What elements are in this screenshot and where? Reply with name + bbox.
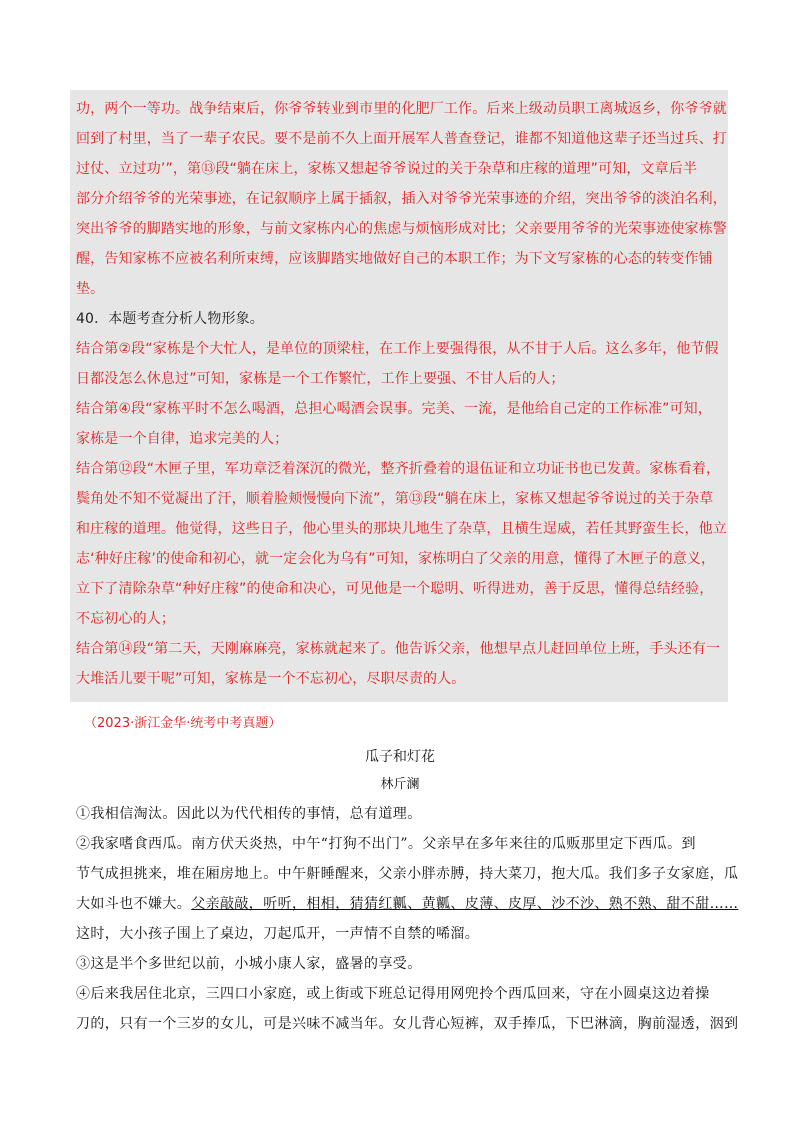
answer-line: 回到了村里，当了一辈子农民。要不是前不久上面开展军人普查登记，谁都不知道他这辈子还当过兵、打 <box>76 131 727 147</box>
paragraph-1: ①我相信淘汰。因此以为代代相传的事情，总有道理。 <box>76 806 422 822</box>
answer-line: 醒，告知家栋不应被名利所束缚，应该脚踏实地做好自己的本职工作；为下文写家栋的心态的转变作铺 <box>76 251 713 267</box>
answer-line: 志‘种好庄稼’的使命和初心，就一定会化为乌有”可知，家栋明白了父亲的用意，懂得了木匣子的意义， <box>76 551 716 567</box>
source-label: （2023·浙江金华·统考中考真题） <box>84 716 282 731</box>
answer-line: 结合第⑭段“第二天，天刚麻麻亮，家栋就起来了。他告诉父亲，他想早点儿赶回单位上班，手头还有一 <box>76 641 721 657</box>
paragraph-2-line: 这时，大小孩子围上了桌边，刀起瓜开，一声情不自禁的唏溜。 <box>76 926 480 942</box>
plain-text: 大如斗也不嫌大。 <box>76 896 192 912</box>
underlined-text: 父亲敲敲，听听，相相，猜猜红瓤、黄瓤、皮薄、皮厚、沙不沙、熟不熟、甜不甜…… <box>191 896 739 912</box>
article-author: 林斤澜 <box>380 777 420 792</box>
paragraph-4-line: 刀的，只有一个三岁的女儿，可是兴味不减当年。女儿背心短裤，双手捧瓜，下巴淋滴，胸前湿透，洇到 <box>76 1016 739 1032</box>
paragraph-2-line: 节气成担挑来，堆在厢房地上。中午鼾睡醒来，父亲小胖赤膊，持大菜刀，抱大瓜。我们多子女家庭，瓜 <box>76 866 739 882</box>
answer-line: 鬓角处不知不觉凝出了汗，顺着脸颊慢慢向下流”，第⑬段“躺在床上，家栋又想起爷爷说过的关于杂草 <box>76 491 714 507</box>
paragraph-3: ③这是半个多世纪以前，小城小康人家，盛暑的享受。 <box>76 956 422 972</box>
paragraph-2-line <box>76 893 738 913</box>
answer-line: 过仗、立过功’”，第⑬段“躺在床上，家栋又想起爷爷说过的关于杂草和庄稼的道理”可知，文章后半 <box>76 161 698 177</box>
answer-line: 家栋是一个自律，追求完美的人； <box>76 431 289 447</box>
answer-line: 结合第④段“家栋平时不怎么喝酒，总担心喝酒会误事。完美、一流，是他给自己定的工作标准”可知， <box>76 401 712 417</box>
answer-line: 突出爷爷的脚踏实地的形象，与前文家栋内心的焦虑与烦恼形成对比；父亲要用爷爷的光荣事迹使家栋警 <box>76 221 727 237</box>
answer-line: 不忘初心的人； <box>76 611 176 627</box>
answer-line: 大堆活儿要干呢”可知，家栋是一个不忘初心，尽职尽责的人。 <box>76 671 466 687</box>
article-title: 瓜子和灯花 <box>365 749 435 765</box>
answer-line: 立下了清除杂草“种好庄稼”的使命和决心，可见他是一个聪明、听得进劝，善于反思，懂得总结经验， <box>76 581 714 597</box>
answer-line: 部分介绍爷爷的光荣事迹，在记叙顺序上属于插叙，插入对爷爷光荣事迹的介绍，突出爷爷的淡泊名利， <box>76 191 727 207</box>
answer-line: 和庄稼的道理。他觉得，这些日子，他心里头的那块儿地生了杂草，且横生逞威，若任其野蛮生长，他立 <box>76 521 727 537</box>
answer-line: 结合第⑫段“木匣子里，军功章泛着深沉的微光，整齐折叠着的退伍证和立功证书也已发黄。家栋看着， <box>76 461 721 477</box>
answer-line: 垫。 <box>76 281 105 297</box>
answer-line: 功，两个一等功。战争结束后，你爷爷转业到市里的化肥厂工作。后来上级动员职工离城返乡，你爷爷就 <box>76 101 727 117</box>
paragraph-2-line: ②我家嗜食西瓜。南方伏天炎热，中午“打狗不出门”。父亲早在多年来往的瓜贩那里定下西瓜。到 <box>76 836 696 852</box>
answer-line: 结合第②段“家栋是个大忙人，是单位的顶梁柱，在工作上要强得很，从不甘于人后。这么多年，他节假 <box>76 341 719 357</box>
answer-line: 日都没怎么休息过”可知，家栋是一个工作繁忙，工作上要强、不甘人后的人； <box>76 371 565 387</box>
paragraph-4-line: ④后来我居住北京，三四口小家庭，或上街或下班总记得用网兜拎个西瓜回来，守在小圆桌这边着操 <box>76 986 710 1002</box>
question-heading: 40．本题考查分析人物形象。 <box>76 311 264 327</box>
